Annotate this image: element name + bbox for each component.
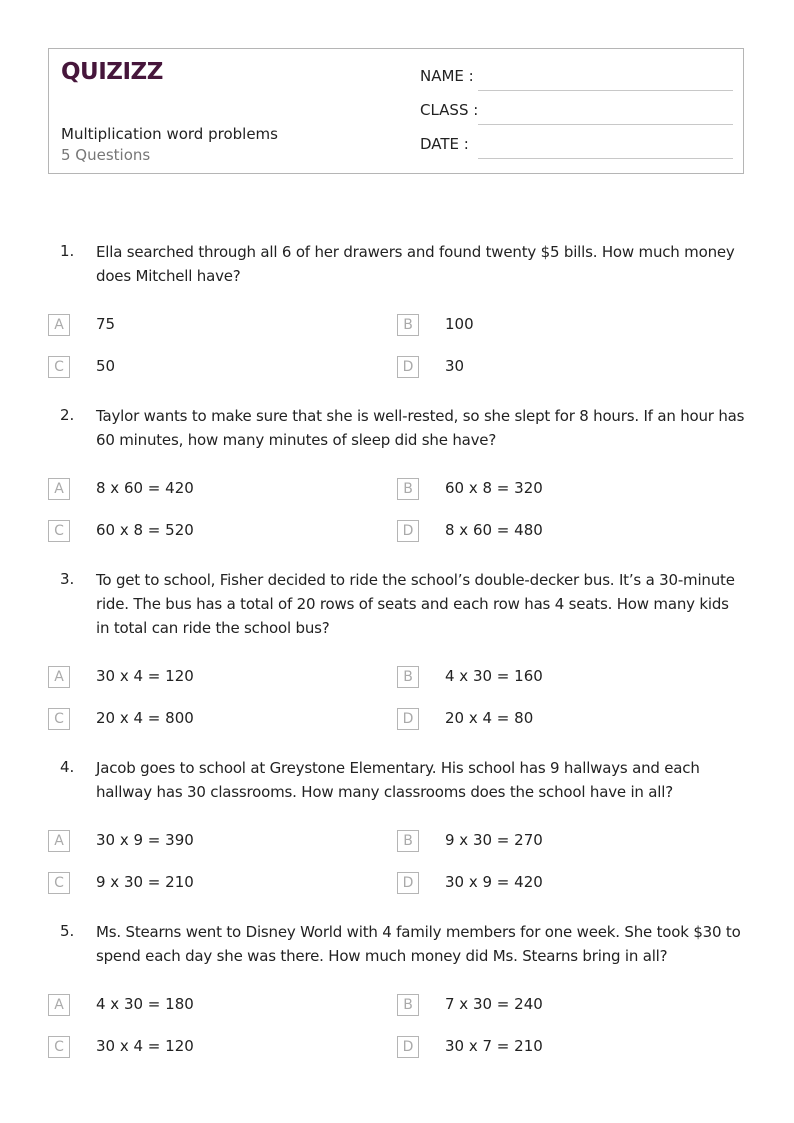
class-field[interactable] — [420, 101, 733, 125]
option-text: 4 x 30 = 180 — [96, 995, 194, 1013]
name-label: NAME : — [420, 67, 474, 85]
option-text: 30 x 4 = 120 — [96, 667, 194, 685]
question-text: Ms. Stearns went to Disney World with 4 family members for one week. She took $30 to spend each day she was there. How much money did Ms. Stearns bring in all? — [96, 923, 741, 965]
option-letter-box[interactable]: A — [48, 830, 70, 852]
question-number: 2. — [60, 406, 75, 424]
option-text: 20 x 4 = 80 — [445, 709, 534, 727]
question-text: Taylor wants to make sure that she is well-rested, so she slept for 8 hours. If an hour has 60 minutes, how many minutes of sleep did she have? — [96, 407, 745, 449]
name-field[interactable] — [420, 67, 733, 91]
option-letter-box[interactable]: D — [397, 356, 419, 378]
option-letter-box[interactable]: B — [397, 830, 419, 852]
option-text: 9 x 30 = 210 — [96, 873, 194, 891]
option-text: 60 x 8 = 320 — [445, 479, 543, 497]
option-letter-box[interactable]: D — [397, 708, 419, 730]
option-text: 30 x 9 = 390 — [96, 831, 194, 849]
question-text: To get to school, Fisher decided to ride the school’s double-decker bus. It’s a 30-minute ride. The bus has a total of 20 rows of seats and each row has 4 seats. How many kids in total can ride the school bus? — [96, 571, 735, 637]
option-text: 50 — [96, 357, 116, 375]
date-field[interactable] — [420, 135, 733, 159]
question-number: 4. — [60, 758, 75, 776]
class-label: CLASS : — [420, 101, 479, 119]
option-letter-box[interactable]: C — [48, 1036, 70, 1058]
option-letter-box[interactable]: B — [397, 994, 419, 1016]
option-letter-box[interactable]: B — [397, 478, 419, 500]
option-letter-box[interactable]: B — [397, 666, 419, 688]
question-number: 1. — [60, 242, 75, 260]
option-text: 9 x 30 = 270 — [445, 831, 543, 849]
date-label: DATE : — [420, 135, 469, 153]
question-number: 5. — [60, 922, 75, 940]
option-text: 60 x 8 = 520 — [96, 521, 194, 539]
option-text: 20 x 4 = 800 — [96, 709, 194, 727]
option-text: 75 — [96, 315, 116, 333]
option-letter-box[interactable]: C — [48, 356, 70, 378]
option-text: 30 x 7 = 210 — [445, 1037, 543, 1055]
option-text: 8 x 60 = 480 — [445, 521, 543, 539]
worksheet-title: Multiplication word problems — [61, 125, 278, 143]
class-line[interactable] — [478, 124, 733, 125]
question-text: Jacob goes to school at Greystone Elementary. His school has 9 hallways and each hallway has 30 classrooms. How many classrooms does the school have in all? — [96, 759, 700, 801]
option-letter-box[interactable]: C — [48, 520, 70, 542]
date-line[interactable] — [478, 158, 733, 159]
option-letter-box[interactable]: D — [397, 520, 419, 542]
option-text: 4 x 30 = 160 — [445, 667, 543, 685]
option-letter-box[interactable]: A — [48, 994, 70, 1016]
option-text: 100 — [445, 315, 474, 333]
option-text: 30 x 4 = 120 — [96, 1037, 194, 1055]
worksheet-header — [48, 48, 744, 174]
option-letter-box[interactable]: A — [48, 666, 70, 688]
question-text: Ella searched through all 6 of her drawers and found twenty $5 bills. How much money does Mitchell have? — [96, 243, 735, 285]
option-letter-box[interactable]: C — [48, 872, 70, 894]
option-text: 7 x 30 = 240 — [445, 995, 543, 1013]
quizizz-logo: QUIZIZZ — [61, 59, 163, 85]
option-letter-box[interactable]: B — [397, 314, 419, 336]
option-letter-box[interactable]: C — [48, 708, 70, 730]
option-letter-box[interactable]: A — [48, 314, 70, 336]
option-letter-box[interactable]: A — [48, 478, 70, 500]
question-count: 5 Questions — [61, 146, 151, 164]
option-letter-box[interactable]: D — [397, 872, 419, 894]
option-letter-box[interactable]: D — [397, 1036, 419, 1058]
name-line[interactable] — [478, 90, 733, 91]
option-text: 30 — [445, 357, 465, 375]
option-text: 8 x 60 = 420 — [96, 479, 194, 497]
option-text: 30 x 9 = 420 — [445, 873, 543, 891]
question-number: 3. — [60, 570, 75, 588]
